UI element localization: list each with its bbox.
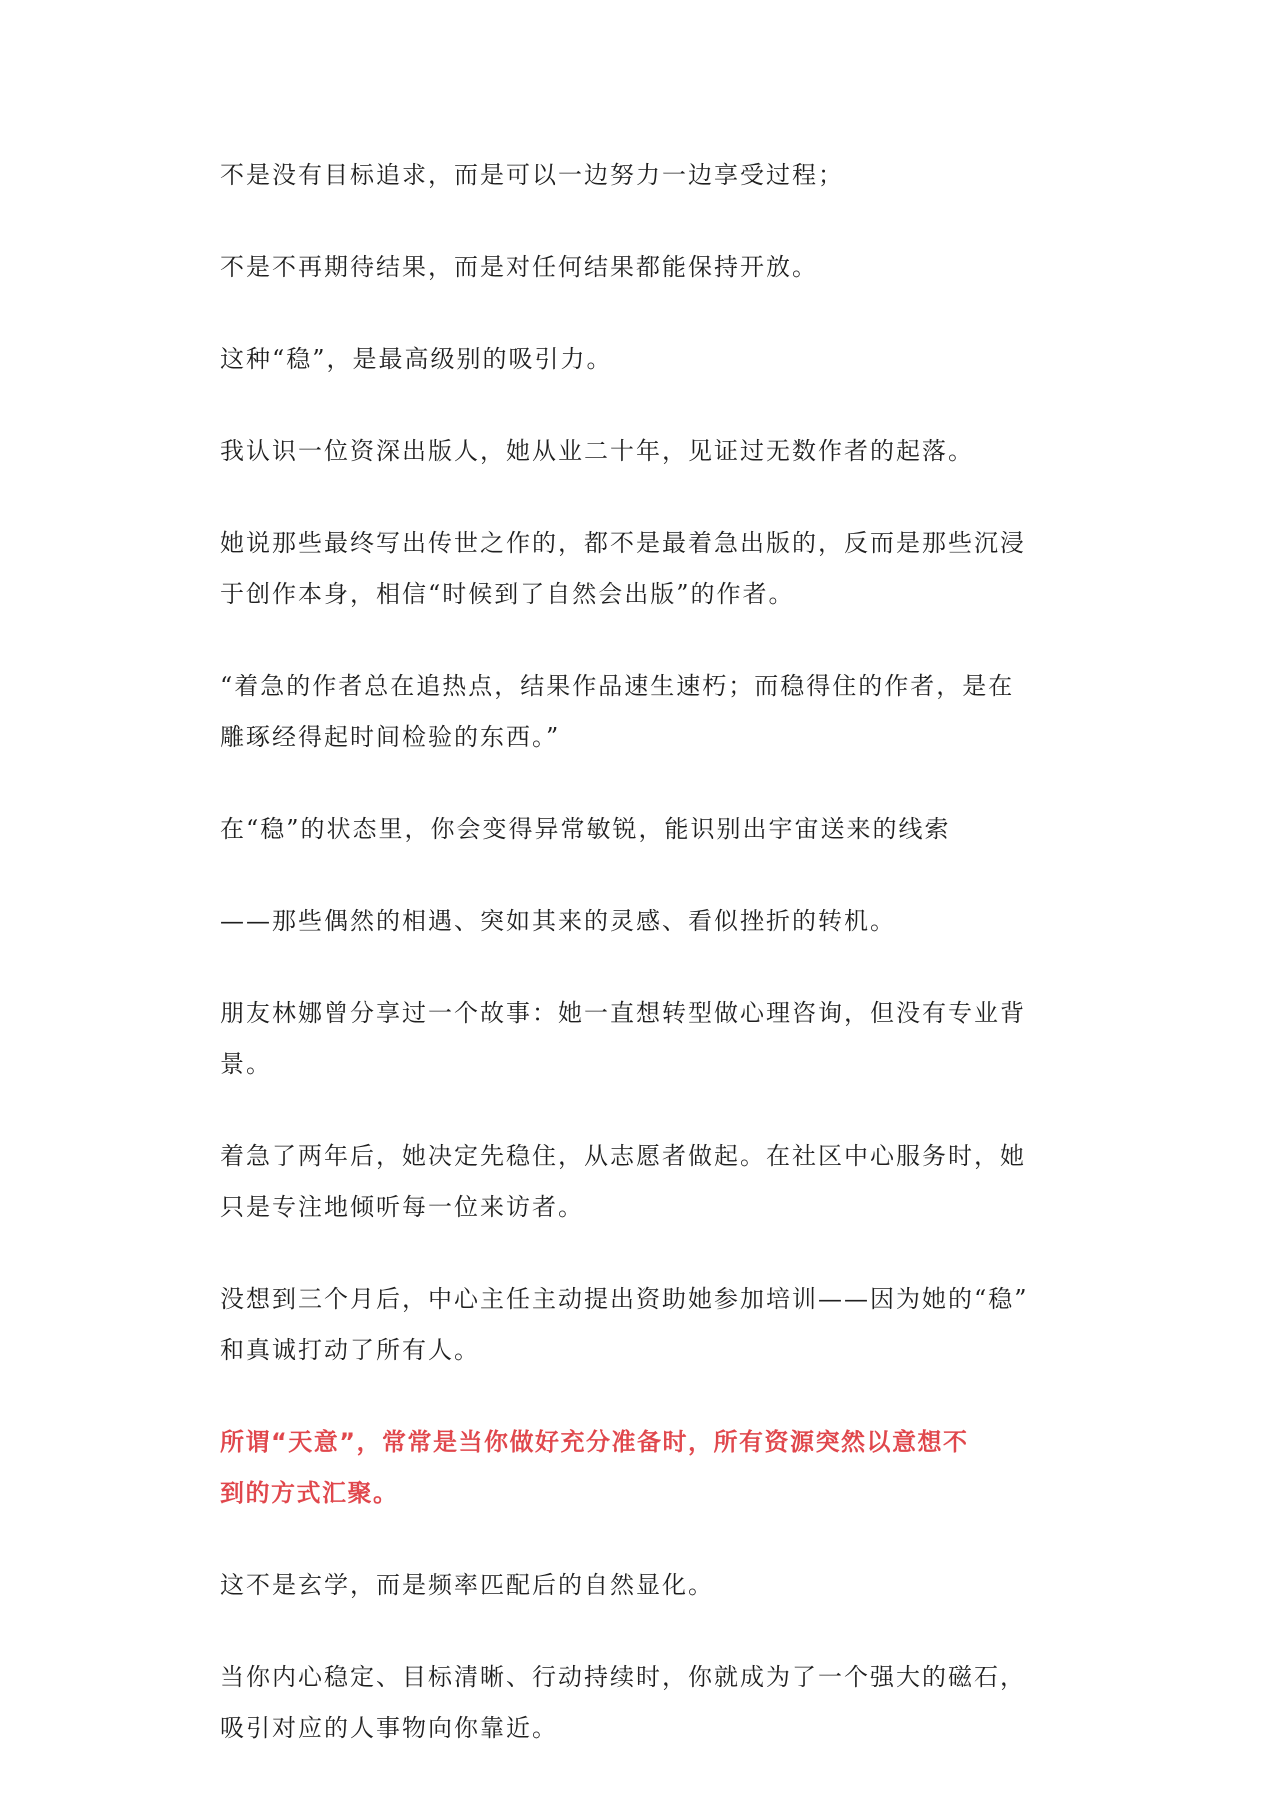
text-line: 吸引对应的人事物向你靠近。 [220, 1714, 558, 1742]
text-line: 雕琢经得起时间检验的东西。” [220, 723, 561, 751]
article-body [220, 150, 1060, 1795]
text-line: 当你内心稳定、目标清晰、行动持续时，你就成为了一个强大的磁石， [220, 1663, 1026, 1691]
paragraph-9 [220, 988, 1060, 1090]
highlighted-text-line: 所谓“天意”，常常是当你做好充分准备时，所有资源突然以意想不 [220, 1428, 969, 1456]
paragraph-2 [220, 242, 1060, 293]
text-line: 这种“稳”，是最高级别的吸引力。 [220, 345, 613, 373]
paragraph-3 [220, 334, 1060, 385]
text-line: 这不是玄学，而是频率匹配后的自然显化。 [220, 1571, 714, 1599]
paragraph-13 [220, 1560, 1060, 1611]
text-line: 朋友林娜曾分享过一个故事：她一直想转型做心理咨询，但没有专业背 [220, 999, 1026, 1027]
paragraph-8 [220, 896, 1060, 947]
text-line: 没想到三个月后，中心主任主动提出资助她参加培训——因为她的“稳” [220, 1285, 1029, 1313]
text-line: 和真诚打动了所有人。 [220, 1336, 480, 1364]
text-line: 只是专注地倾听每一位来访者。 [220, 1193, 584, 1221]
paragraph-11 [220, 1274, 1060, 1376]
highlighted-text-line: 到的方式汇聚。 [220, 1479, 399, 1507]
paragraph-10 [220, 1131, 1060, 1233]
text-line: 不是不再期待结果，而是对任何结果都能保持开放。 [220, 253, 818, 281]
text-line: “着急的作者总在追热点，结果作品速生速朽；而稳得住的作者，是在 [220, 672, 1015, 700]
paragraph-4 [220, 426, 1060, 477]
paragraph-7 [220, 804, 1060, 855]
text-line: 不是没有目标追求，而是可以一边努力一边享受过程； [220, 161, 844, 189]
text-line: 于创作本身，相信“时候到了自然会出版”的作者。 [220, 580, 795, 608]
paragraph-6-quote [220, 661, 1060, 763]
text-line: 我认识一位资深出版人，她从业二十年，见证过无数作者的起落。 [220, 437, 974, 465]
paragraph-5 [220, 518, 1060, 620]
paragraph-14 [220, 1652, 1060, 1754]
paragraph-1 [220, 150, 1060, 201]
text-line: 她说那些最终写出传世之作的，都不是最着急出版的，反而是那些沉浸 [220, 529, 1026, 557]
text-line: 着急了两年后，她决定先稳住，从志愿者做起。在社区中心服务时，她 [220, 1142, 1026, 1170]
highlighted-paragraph [220, 1417, 1060, 1519]
text-line: 景。 [220, 1050, 272, 1078]
text-line: 在“稳”的状态里，你会变得异常敏锐，能识别出宇宙送来的线索 [220, 815, 951, 843]
text-line: ——那些偶然的相遇、突如其来的灵感、看似挫折的转机。 [220, 907, 896, 935]
